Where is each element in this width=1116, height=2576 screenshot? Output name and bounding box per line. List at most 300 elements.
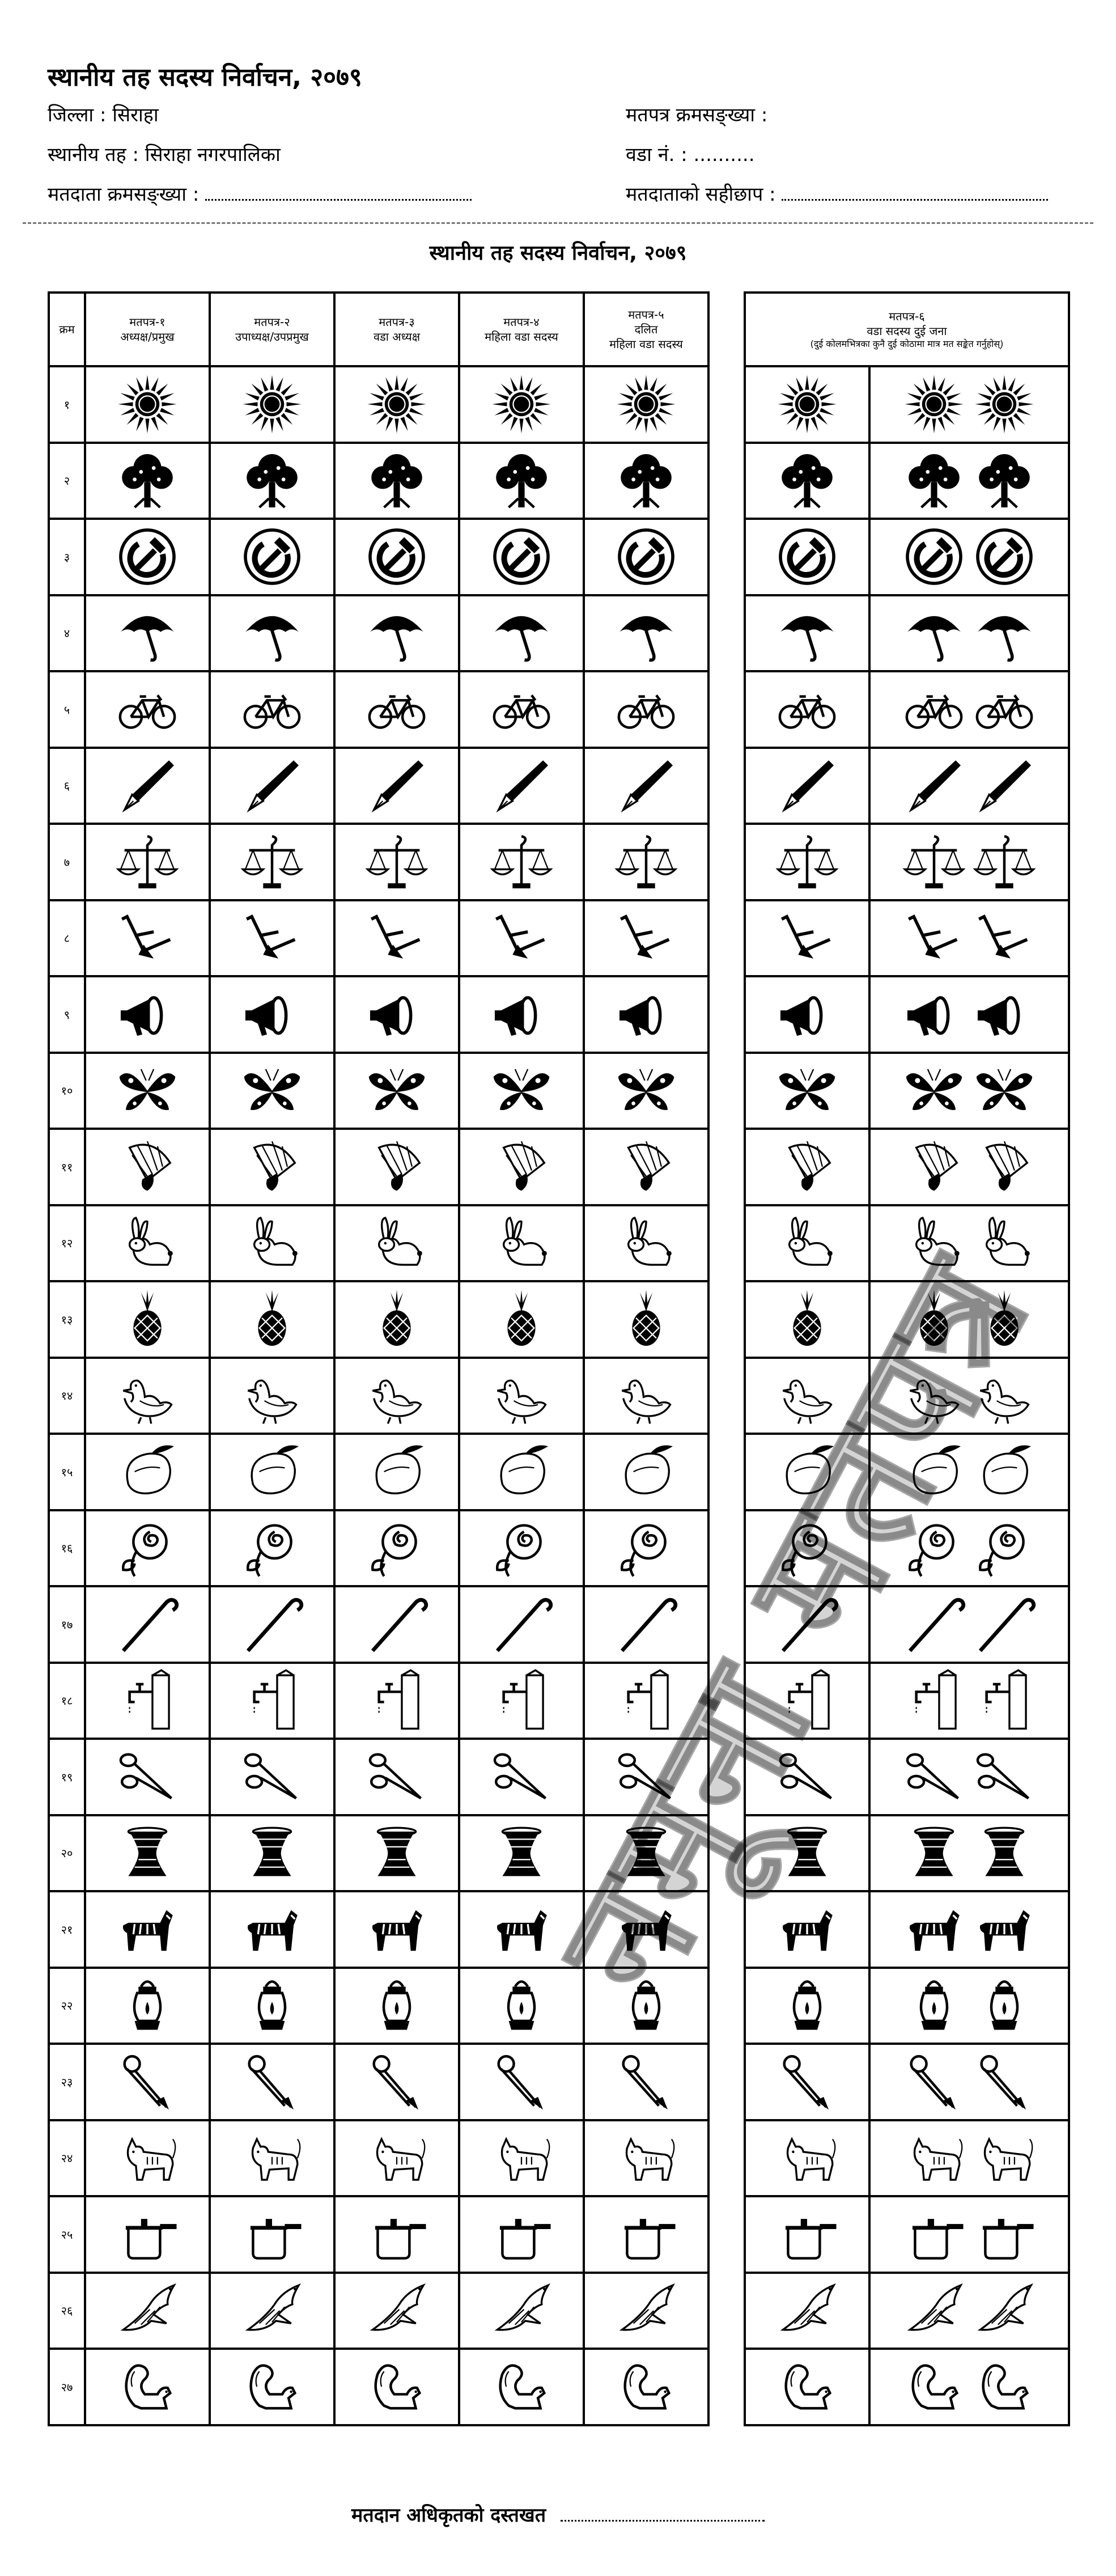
eagle-icon [240, 2279, 304, 2342]
vote-cell-4-26[interactable] [459, 2273, 584, 2349]
vote-cell-5-7[interactable] [584, 824, 708, 900]
vote-cell-3-15[interactable] [334, 1434, 459, 1510]
rose-icon [775, 1516, 839, 1580]
vote-cell-6b-22[interactable] [869, 1968, 1069, 2044]
vote-cell-2-4[interactable] [210, 595, 334, 672]
vote-cell-5-14[interactable] [584, 1358, 708, 1434]
vote-cell-4-15[interactable] [459, 1434, 584, 1510]
vote-cell-4-10[interactable] [459, 1053, 584, 1129]
vote-cell-2-26[interactable] [210, 2273, 334, 2349]
vote-cell-6a-3[interactable] [745, 519, 869, 595]
vote-cell-5-13[interactable] [584, 1281, 708, 1358]
vote-cell-4-25[interactable] [459, 2196, 584, 2273]
vote-cell-3-11[interactable] [334, 1129, 459, 1205]
vote-cell-4-3[interactable] [459, 519, 584, 595]
vote-cell-5-12[interactable] [584, 1205, 708, 1282]
vote-cell-2-14[interactable] [210, 1358, 334, 1434]
vote-cell-3-13[interactable] [334, 1281, 459, 1358]
row-index: ६ [49, 748, 85, 824]
vote-cell-6a-25[interactable] [745, 2196, 869, 2273]
plough-icon [973, 906, 1036, 970]
vote-cell-6a-5[interactable] [745, 671, 869, 748]
plough-icon [116, 906, 179, 970]
pineapple-icon [775, 1287, 839, 1351]
vote-cell-6a-26[interactable] [745, 2273, 869, 2349]
duck-icon [902, 1364, 966, 1427]
row-index: १९ [49, 1739, 85, 1815]
squirrel-icon [614, 2355, 678, 2418]
vote-cell-1-26[interactable] [85, 2273, 210, 2349]
table-row [49, 1053, 708, 1129]
vote-cell-3-2[interactable] [334, 443, 459, 519]
vote-cell-3-17[interactable] [334, 1586, 459, 1663]
table-row [745, 2273, 1069, 2349]
vote-cell-3-24[interactable] [334, 2120, 459, 2197]
vote-cell-6b-7[interactable] [869, 824, 1069, 900]
vote-cell-1-2[interactable] [85, 443, 210, 519]
vote-cell-5-20[interactable] [584, 1815, 708, 1892]
vote-cell-2-18[interactable] [210, 1663, 334, 1739]
vote-cell-4-12[interactable] [459, 1205, 584, 1282]
table-row [745, 1968, 1069, 2044]
vote-cell-6b-12[interactable] [869, 1205, 1069, 1282]
vote-cell-3-26[interactable] [334, 2273, 459, 2349]
vote-cell-4-24[interactable] [459, 2120, 584, 2197]
butterfly-icon [973, 1059, 1036, 1122]
vote-cell-6a-20[interactable] [745, 1815, 869, 1892]
vote-cell-2-24[interactable] [210, 2120, 334, 2197]
vote-cell-4-8[interactable] [459, 900, 584, 977]
walking-stick-icon [365, 1592, 428, 1656]
vote-cell-1-1[interactable] [85, 366, 210, 443]
pen-icon [490, 754, 553, 817]
shuttlecock-icon [365, 1135, 428, 1198]
vote-cell-4-16[interactable] [459, 1510, 584, 1587]
vote-cell-6b-11[interactable] [869, 1129, 1069, 1205]
bicycle-icon [973, 677, 1036, 741]
vote-cell-2-23[interactable] [210, 2044, 334, 2120]
column-header-4-line2: महिला वडा सदस्य [485, 330, 558, 344]
vote-cell-5-10[interactable] [584, 1053, 708, 1129]
vote-cell-6b-19[interactable] [869, 1739, 1069, 1815]
table-row [745, 748, 1069, 824]
cat-icon [775, 2126, 839, 2190]
megaphone-icon [240, 982, 304, 1046]
rose-icon [240, 1516, 304, 1580]
vote-cell-4-6[interactable] [459, 748, 584, 824]
vote-cell-1-24[interactable] [85, 2120, 210, 2197]
vote-cell-6a-6[interactable] [745, 748, 869, 824]
table-row [745, 671, 1069, 748]
row-index: २० [49, 1815, 85, 1892]
table-row [745, 1510, 1069, 1587]
hammer-sickle-icon [614, 525, 678, 588]
sun-icon [365, 372, 428, 436]
vote-cell-4-21[interactable] [459, 1891, 584, 1968]
vote-cell-6a-19[interactable] [745, 1739, 869, 1815]
hammer-sickle-icon [775, 525, 839, 588]
umbrella-icon [775, 601, 839, 665]
vote-cell-1-6[interactable] [85, 748, 210, 824]
column-header-6 [745, 293, 1069, 366]
vote-cell-2-11[interactable] [210, 1129, 334, 1205]
vote-cell-3-10[interactable] [334, 1053, 459, 1129]
vote-cell-3-6[interactable] [334, 748, 459, 824]
table-row [745, 2044, 1069, 2120]
vote-cell-2-2[interactable] [210, 443, 334, 519]
row-index: १३ [49, 1281, 85, 1358]
vote-cell-4-20[interactable] [459, 1815, 584, 1892]
basket-icon [116, 1821, 179, 1885]
vote-cell-3-21[interactable] [334, 1891, 459, 1968]
voter-signature-blank [782, 199, 1048, 201]
vote-cell-4-4[interactable] [459, 595, 584, 672]
vote-cell-1-15[interactable] [85, 1434, 210, 1510]
vote-cell-5-6[interactable] [584, 748, 708, 824]
vote-cell-5-21[interactable] [584, 1891, 708, 1968]
table-row [745, 900, 1069, 977]
vote-cell-1-7[interactable] [85, 824, 210, 900]
vote-cell-6b-2[interactable] [869, 443, 1069, 519]
tree-icon [240, 449, 304, 512]
table-row [49, 1205, 708, 1282]
vote-cell-3-8[interactable] [334, 900, 459, 977]
vote-cell-5-25[interactable] [584, 2196, 708, 2273]
vote-cell-4-27[interactable] [459, 2349, 584, 2425]
bicycle-icon [775, 677, 839, 741]
vote-cell-6a-13[interactable] [745, 1281, 869, 1358]
bicycle-icon [240, 677, 304, 741]
table-row [49, 1510, 708, 1587]
vote-cell-2-8[interactable] [210, 900, 334, 977]
vote-cell-1-22[interactable] [85, 1968, 210, 2044]
vote-cell-2-1[interactable] [210, 366, 334, 443]
table-row [49, 976, 708, 1053]
plough-icon [365, 906, 428, 970]
sun-icon [240, 372, 304, 436]
mango-icon [116, 1440, 179, 1503]
vote-cell-6a-18[interactable] [745, 1663, 869, 1739]
vote-cell-6b-9[interactable] [869, 976, 1069, 1053]
officer-signature-row [351, 2501, 765, 2527]
squirrel-icon [116, 2355, 179, 2418]
vote-cell-2-9[interactable] [210, 976, 334, 1053]
mango-icon [614, 1440, 678, 1503]
row-index: ७ [49, 824, 85, 900]
table-row [49, 824, 708, 900]
vote-cell-1-18[interactable] [85, 1663, 210, 1739]
vote-cell-6b-20[interactable] [869, 1815, 1069, 1892]
vote-cell-4-17[interactable] [459, 1586, 584, 1663]
vote-cell-1-14[interactable] [85, 1358, 210, 1434]
vote-cell-2-3[interactable] [210, 519, 334, 595]
scale-icon [902, 830, 966, 893]
vote-cell-4-22[interactable] [459, 1968, 584, 2044]
megaphone-icon [116, 982, 179, 1046]
vote-cell-1-21[interactable] [85, 1891, 210, 1968]
vote-cell-3-7[interactable] [334, 824, 459, 900]
table-row [49, 1586, 708, 1663]
vote-cell-3-19[interactable] [334, 1739, 459, 1815]
lantern-icon [240, 1974, 304, 2037]
butterfly-icon [614, 1059, 678, 1122]
vote-cell-1-13[interactable] [85, 1281, 210, 1358]
vote-cell-6a-15[interactable] [745, 1434, 869, 1510]
column-header-2-line1: मतपत्र-२ [254, 315, 290, 329]
eagle-icon [490, 2279, 553, 2342]
rabbit-icon [365, 1211, 428, 1275]
pressure-cooker-icon [240, 2202, 304, 2266]
pressure-cooker-icon [490, 2202, 553, 2266]
vote-cell-5-9[interactable] [584, 976, 708, 1053]
vote-cell-4-23[interactable] [459, 2044, 584, 2120]
plough-icon [240, 906, 304, 970]
zebra-icon [775, 1897, 839, 1961]
vote-cell-6b-1[interactable] [869, 366, 1069, 443]
vote-cell-1-25[interactable] [85, 2196, 210, 2273]
row-index: १५ [49, 1434, 85, 1510]
vote-cell-5-3[interactable] [584, 519, 708, 595]
safety-pin-icon [973, 2050, 1036, 2113]
vote-cell-5-24[interactable] [584, 2120, 708, 2197]
pressure-cooker-icon [973, 2202, 1036, 2266]
scale-icon [973, 830, 1036, 893]
vote-cell-2-12[interactable] [210, 1205, 334, 1282]
mango-icon [490, 1440, 553, 1503]
vote-cell-1-8[interactable] [85, 900, 210, 977]
vote-cell-6a-12[interactable] [745, 1205, 869, 1282]
shuttlecock-icon [973, 1135, 1036, 1198]
vote-cell-6a-21[interactable] [745, 1891, 869, 1968]
vote-cell-2-7[interactable] [210, 824, 334, 900]
rose-icon [490, 1516, 553, 1580]
voter-signature-row [626, 180, 1048, 206]
vote-cell-5-17[interactable] [584, 1586, 708, 1663]
vote-cell-6b-3[interactable] [869, 519, 1069, 595]
zebra-icon [614, 1897, 678, 1961]
sun-icon [490, 372, 553, 436]
vote-cell-6b-8[interactable] [869, 900, 1069, 977]
vote-cell-4-11[interactable] [459, 1129, 584, 1205]
vote-cell-5-15[interactable] [584, 1434, 708, 1510]
vote-cell-2-15[interactable] [210, 1434, 334, 1510]
vote-cell-3-5[interactable] [334, 671, 459, 748]
vote-cell-3-3[interactable] [334, 519, 459, 595]
vote-cell-5-5[interactable] [584, 671, 708, 748]
vote-cell-5-22[interactable] [584, 1968, 708, 2044]
vote-cell-3-18[interactable] [334, 1663, 459, 1739]
walking-stick-icon [116, 1592, 179, 1656]
vote-cell-1-16[interactable] [85, 1510, 210, 1587]
duck-icon [775, 1364, 839, 1427]
vote-cell-3-22[interactable] [334, 1968, 459, 2044]
vote-cell-6b-26[interactable] [869, 2273, 1069, 2349]
vote-cell-1-3[interactable] [85, 519, 210, 595]
vote-cell-2-25[interactable] [210, 2196, 334, 2273]
vote-cell-1-11[interactable] [85, 1129, 210, 1205]
vote-cell-5-23[interactable] [584, 2044, 708, 2120]
vote-cell-6a-27[interactable] [745, 2349, 869, 2425]
vote-cell-6b-13[interactable] [869, 1281, 1069, 1358]
vote-cell-6a-16[interactable] [745, 1510, 869, 1587]
table-row [49, 2120, 708, 2197]
vote-cell-1-4[interactable] [85, 595, 210, 672]
vote-cell-4-13[interactable] [459, 1281, 584, 1358]
vote-cell-2-6[interactable] [210, 748, 334, 824]
sun-icon [902, 372, 966, 436]
vote-cell-4-9[interactable] [459, 976, 584, 1053]
vote-cell-6b-14[interactable] [869, 1358, 1069, 1434]
vote-cell-6a-23[interactable] [745, 2044, 869, 2120]
vote-cell-3-9[interactable] [334, 976, 459, 1053]
vote-cell-2-10[interactable] [210, 1053, 334, 1129]
vote-cell-2-27[interactable] [210, 2349, 334, 2425]
vote-cell-6b-23[interactable] [869, 2044, 1069, 2120]
table-row [49, 900, 708, 977]
vote-cell-2-21[interactable] [210, 1891, 334, 1968]
vote-cell-4-19[interactable] [459, 1739, 584, 1815]
vote-cell-1-12[interactable] [85, 1205, 210, 1282]
vote-cell-6a-24[interactable] [745, 2120, 869, 2197]
vote-cell-4-2[interactable] [459, 443, 584, 519]
basket-icon [775, 1821, 839, 1885]
vote-cell-3-25[interactable] [334, 2196, 459, 2273]
vote-cell-4-18[interactable] [459, 1663, 584, 1739]
sun-icon [973, 372, 1036, 436]
butterfly-icon [902, 1059, 966, 1122]
tree-icon [490, 449, 553, 512]
vote-cell-6b-15[interactable] [869, 1434, 1069, 1510]
vote-cell-3-12[interactable] [334, 1205, 459, 1282]
vote-cell-2-5[interactable] [210, 671, 334, 748]
scissors-icon [775, 1745, 839, 1808]
vote-cell-6b-18[interactable] [869, 1663, 1069, 1739]
vote-cell-6b-6[interactable] [869, 748, 1069, 824]
vote-cell-3-23[interactable] [334, 2044, 459, 2120]
vote-cell-6b-10[interactable] [869, 1053, 1069, 1129]
scissors-icon [614, 1745, 678, 1808]
vote-cell-2-19[interactable] [210, 1739, 334, 1815]
vote-cell-1-17[interactable] [85, 1586, 210, 1663]
vote-cell-3-20[interactable] [334, 1815, 459, 1892]
vote-cell-6a-8[interactable] [745, 900, 869, 977]
umbrella-icon [614, 601, 678, 665]
vote-cell-1-5[interactable] [85, 671, 210, 748]
vote-cell-6a-4[interactable] [745, 595, 869, 672]
vote-cell-6a-7[interactable] [745, 824, 869, 900]
column-header-2 [210, 293, 334, 366]
vote-cell-5-16[interactable] [584, 1510, 708, 1587]
vote-cell-5-26[interactable] [584, 2273, 708, 2349]
lantern-icon [902, 1974, 966, 2037]
vote-cell-6a-14[interactable] [745, 1358, 869, 1434]
vote-cell-4-5[interactable] [459, 671, 584, 748]
vote-cell-6b-25[interactable] [869, 2196, 1069, 2273]
vote-cell-6a-9[interactable] [745, 976, 869, 1053]
scale-icon [116, 830, 179, 893]
vote-cell-5-11[interactable] [584, 1129, 708, 1205]
vote-cell-6a-11[interactable] [745, 1129, 869, 1205]
hammer-sickle-icon [490, 525, 553, 588]
vote-cell-6b-21[interactable] [869, 1891, 1069, 1968]
pen-icon [775, 754, 839, 817]
table-row [745, 976, 1069, 1053]
vote-cell-2-16[interactable] [210, 1510, 334, 1587]
vote-cell-3-27[interactable] [334, 2349, 459, 2425]
table-row [745, 1891, 1069, 1968]
vote-cell-5-18[interactable] [584, 1663, 708, 1739]
vote-cell-3-1[interactable] [334, 366, 459, 443]
vote-cell-6b-17[interactable] [869, 1586, 1069, 1663]
vote-cell-5-2[interactable] [584, 443, 708, 519]
row-index: ११ [49, 1129, 85, 1205]
row-index: २२ [49, 1968, 85, 2044]
vote-cell-4-7[interactable] [459, 824, 584, 900]
rose-icon [614, 1516, 678, 1580]
vote-cell-6b-24[interactable] [869, 2120, 1069, 2197]
vote-cell-1-9[interactable] [85, 976, 210, 1053]
column-header-1-line1: मतपत्र-१ [129, 315, 166, 329]
vote-cell-1-20[interactable] [85, 1815, 210, 1892]
vote-cell-2-17[interactable] [210, 1586, 334, 1663]
squirrel-icon [240, 2355, 304, 2418]
pen-icon [116, 754, 179, 817]
vote-cell-3-16[interactable] [334, 1510, 459, 1587]
scale-icon [365, 830, 428, 893]
vote-cell-5-19[interactable] [584, 1739, 708, 1815]
column-header-6-line2: वडा सदस्य दुई जना [867, 324, 947, 338]
vote-cell-5-1[interactable] [584, 366, 708, 443]
vote-cell-6b-16[interactable] [869, 1510, 1069, 1587]
row-index: ४ [49, 595, 85, 672]
tree-icon [902, 449, 966, 512]
duck-icon [365, 1364, 428, 1427]
vote-cell-6b-4[interactable] [869, 595, 1069, 672]
ballot-serial-row [626, 101, 767, 127]
tap-icon [365, 1669, 428, 1732]
vote-cell-1-10[interactable] [85, 1053, 210, 1129]
vote-cell-1-19[interactable] [85, 1739, 210, 1815]
vote-cell-5-4[interactable] [584, 595, 708, 672]
vote-cell-5-27[interactable] [584, 2349, 708, 2425]
vote-cell-2-22[interactable] [210, 1968, 334, 2044]
vote-cell-3-4[interactable] [334, 595, 459, 672]
bicycle-icon [116, 677, 179, 741]
pineapple-icon [973, 1287, 1036, 1351]
vote-cell-4-1[interactable] [459, 366, 584, 443]
vote-cell-6a-22[interactable] [745, 1968, 869, 2044]
vote-cell-6a-17[interactable] [745, 1586, 869, 1663]
vote-cell-1-23[interactable] [85, 2044, 210, 2120]
vote-cell-6a-10[interactable] [745, 1053, 869, 1129]
scale-icon [614, 830, 678, 893]
table-row [49, 1281, 708, 1358]
vote-cell-2-13[interactable] [210, 1281, 334, 1358]
vote-cell-6b-5[interactable] [869, 671, 1069, 748]
vote-cell-3-14[interactable] [334, 1358, 459, 1434]
vote-cell-6b-27[interactable] [869, 2349, 1069, 2425]
vote-cell-2-20[interactable] [210, 1815, 334, 1892]
tree-icon [973, 449, 1036, 512]
basket-icon [240, 1821, 304, 1885]
vote-cell-6a-2[interactable] [745, 443, 869, 519]
vote-cell-6a-1[interactable] [745, 366, 869, 443]
vote-cell-4-14[interactable] [459, 1358, 584, 1434]
cat-icon [365, 2126, 428, 2190]
column-header-3 [334, 293, 459, 366]
vote-cell-1-27[interactable] [85, 2349, 210, 2425]
vote-cell-5-8[interactable] [584, 900, 708, 977]
